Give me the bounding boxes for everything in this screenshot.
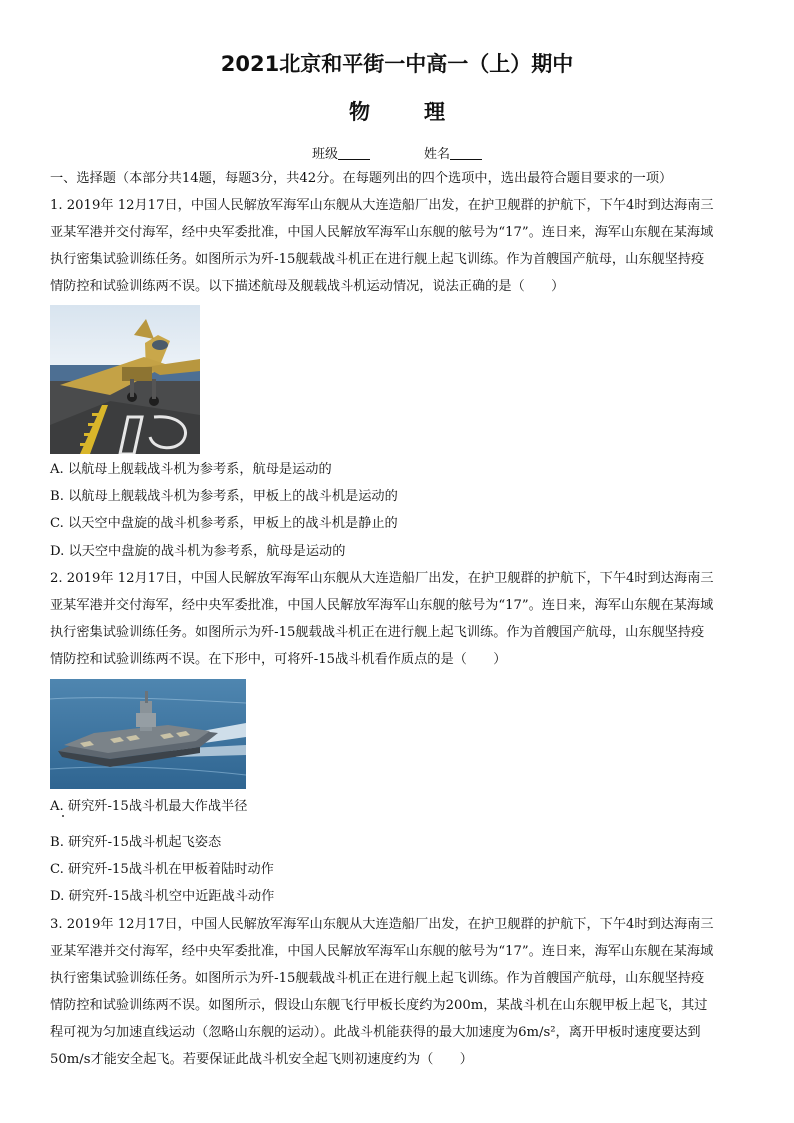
class-label: 班级 xyxy=(312,147,339,162)
q3-line: 执行密集试验训练任务。如图所示为歼-15舰载战斗机正在进行舰上起飞训练。作为首艘国产航母，山东舰坚持疫 xyxy=(50,971,705,986)
aircraft-carrier-image xyxy=(50,679,246,789)
q1-line: 1. 2019年 12月17日，中国人民解放军海军山东舰从大连造船厂出发，在护卫舰群的护航下，下午4时到达海南三 xyxy=(50,198,714,213)
aircraft-carrier-photo xyxy=(50,679,246,789)
subject-char-1: 物 xyxy=(349,100,370,124)
q1-option-c: C. 以天空中盘旋的战斗机参考系，甲板上的战斗机是静止的 xyxy=(50,516,398,531)
student-info-line xyxy=(312,143,482,162)
fighter-jet-photo xyxy=(50,305,200,454)
q2-line: 2. 2019年 12月17日，中国人民解放军海军山东舰从大连造船厂出发，在护卫舰群的护航下，下午4时到达海南三 xyxy=(50,571,714,586)
q1-option-d: D. 以天空中盘旋的战斗机为参考系，航母是运动的 xyxy=(50,544,346,559)
q2-option-b: B. 研究歼-15战斗机起飞姿态 xyxy=(50,835,222,850)
subject-heading xyxy=(0,96,794,126)
q3-line: 情防控和试验训练两不误。如图所示，假设山东舰飞行甲板长度约为200m，某战斗机在山东舰甲板上起飞，其过 xyxy=(50,998,708,1013)
q3-line: 亚某军港并交付海军，经中央军委批准，中国人民解放军海军山东舰的舷号为“17”。连日来，海军山东舰在某海域 xyxy=(50,944,714,959)
stray-dot xyxy=(62,815,64,817)
q2-line: 亚某军港并交付海军，经中央军委批准，中国人民解放军海军山东舰的舷号为“17”。连日来，海军山东舰在某海域 xyxy=(50,598,714,613)
q3-line: 3. 2019年 12月17日，中国人民解放军海军山东舰从大连造船厂出发，在护卫舰群的护航下，下午4时到达海南三 xyxy=(50,917,714,932)
subject-char-2: 理 xyxy=(424,100,445,124)
name-blank xyxy=(450,147,482,160)
q3-line: 程可视为匀加速直线运动（忽略山东舰的运动）。此战斗机能获得的最大加速度为6m/s²，离开甲板时速度要达到 xyxy=(50,1025,701,1040)
class-blank xyxy=(338,147,370,160)
q1-option-b: B. 以航母上舰载战斗机为参考系，甲板上的战斗机是运动的 xyxy=(50,489,398,504)
q2-option-a: A. 研究歼-15战斗机最大作战半径 xyxy=(50,799,248,814)
q3-line: 50m/s才能安全起飞。若要保证此战斗机安全起飞则初速度约为（ ） xyxy=(50,1052,473,1067)
exam-title: 2021北京和平街一中高一（上）期中 xyxy=(220,52,574,76)
q1-option-a: A. 以航母上舰载战斗机为参考系，航母是运动的 xyxy=(50,462,332,477)
section-heading: 一、选择题（本部分共14题，每题3分，共42分。在每题列出的四个选项中，选出最符合题目要求的一项） xyxy=(50,171,673,186)
q1-line: 亚某军港并交付海军，经中央军委批准，中国人民解放军海军山东舰的舷号为“17”。连日来，海军山东舰在某海域 xyxy=(50,225,714,240)
q2-line: 执行密集试验训练任务。如图所示为歼-15舰载战斗机正在进行舰上起飞训练。作为首艘国产航母，山东舰坚持疫 xyxy=(50,625,705,640)
name-label: 姓名 xyxy=(424,147,451,162)
q2-line: 情防控和试验训练两不误。在下形中，可将歼-15战斗机看作质点的是（ ） xyxy=(50,652,507,667)
q2-option-d: D. 研究歼-15战斗机空中近距战斗动作 xyxy=(50,889,275,904)
q2-option-c: C. 研究歼-15战斗机在甲板着陆时动作 xyxy=(50,862,274,877)
fighter-jet-image xyxy=(50,305,200,454)
q1-line: 情防控和试验训练两不误。以下描述航母及舰载战斗机运动情况，说法正确的是（ ） xyxy=(50,279,565,294)
q1-line: 执行密集试验训练任务。如图所示为歼-15舰载战斗机正在进行舰上起飞训练。作为首艘国产航母，山东舰坚持疫 xyxy=(50,252,705,267)
